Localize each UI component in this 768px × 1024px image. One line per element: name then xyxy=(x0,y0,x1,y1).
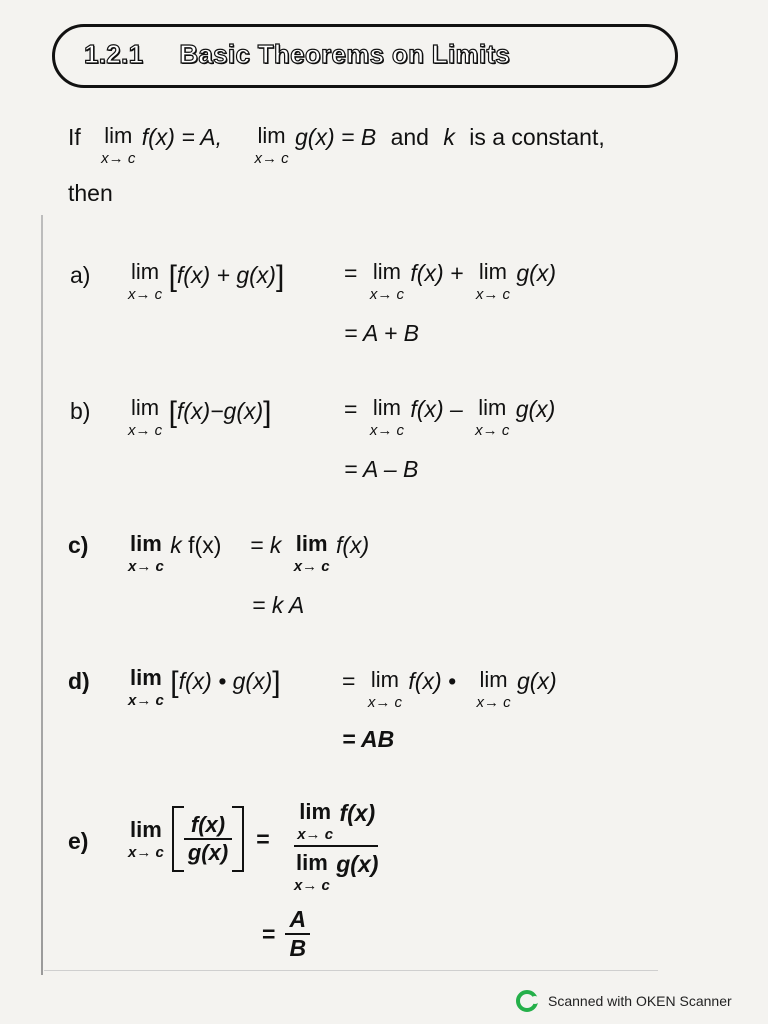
item-b-label: b) xyxy=(70,398,91,424)
item-d-label: d) xyxy=(68,668,90,694)
lim-f: lim x→ c xyxy=(101,123,136,167)
item-b-lhs: lim x→ c [f(x)−g(x)] xyxy=(128,395,272,439)
item-e-result: = $\frac{A}{B}$ xyxy=(262,906,310,962)
intro-constant: is a constant, xyxy=(469,124,605,150)
item-d-result: = AB xyxy=(342,726,395,752)
scanner-watermark-text: Scanned with OKEN Scanner xyxy=(548,993,732,1009)
item-a-rhs: = lim x→ c f(x) + lim x→ c g(x) xyxy=(344,259,556,303)
item-a-lhs: lim x→ c [f(x) + g(x)] xyxy=(128,259,285,303)
item-c-label: c) xyxy=(68,532,89,558)
item-a-result: = A + B xyxy=(344,320,420,346)
item-d-lhs: lim x→ c [f(x) • g(x)] xyxy=(128,665,281,709)
page-bottom-edge xyxy=(44,970,658,971)
intro-and: and xyxy=(390,124,429,150)
scanner-watermark xyxy=(516,990,732,1012)
intro-line xyxy=(68,124,605,167)
page-edge-shadow xyxy=(41,215,43,975)
item-e-lhs: lim x→ c $\frac{f(x)}{g(x)}$ = xyxy=(128,806,270,872)
item-d-rhs: = lim x→ c f(x) • lim x→ c g(x) xyxy=(342,667,557,711)
item-c-rhs: = k lim x→ c f(x) xyxy=(250,531,370,575)
section-title: Basic Theorems on Limits xyxy=(179,39,511,69)
item-c-lhs: lim x→ c k f(x) xyxy=(128,531,222,575)
intro-f-expr: f(x) = A, xyxy=(141,124,223,150)
oken-logo-icon xyxy=(516,990,538,1012)
item-a-label: a) xyxy=(70,262,91,288)
section-header-title xyxy=(84,39,510,70)
item-b-result: = A – B xyxy=(344,456,419,482)
item-e-rhs: lim x→ c f(x) lim x→ c g(x) xyxy=(294,799,379,894)
intro-if: If xyxy=(68,124,81,150)
item-e-label: e) xyxy=(68,828,89,854)
intro-then: then xyxy=(68,180,113,206)
item-b-rhs: = lim x→ c f(x) – lim x→ c g(x) xyxy=(344,395,556,439)
lim-g: lim x→ c xyxy=(254,123,289,167)
intro-g-expr: g(x) = B xyxy=(295,124,377,150)
intro-k: k xyxy=(443,124,455,150)
item-c-result: = k A xyxy=(252,592,305,618)
section-number: 1.2.1 xyxy=(84,39,144,69)
